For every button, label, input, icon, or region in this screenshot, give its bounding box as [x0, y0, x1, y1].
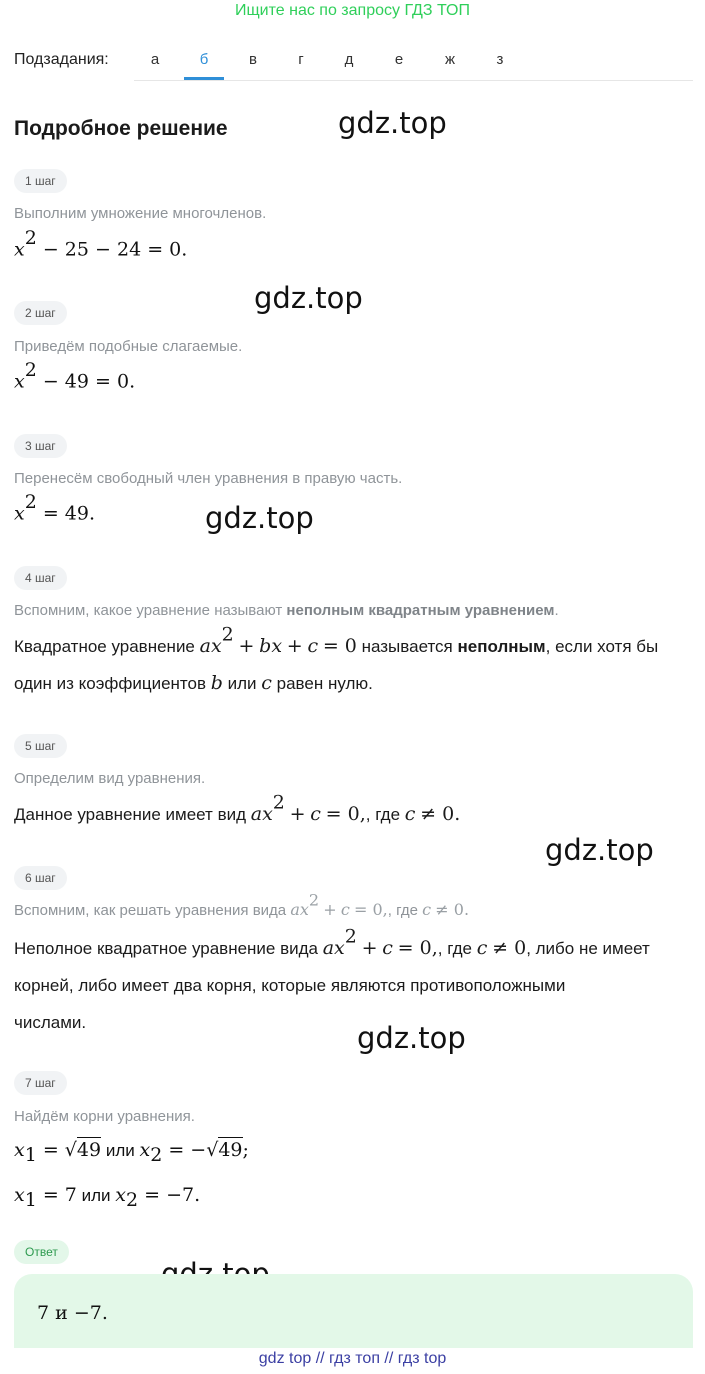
tab-g[interactable]: г — [298, 51, 304, 68]
text: или — [76, 1186, 116, 1205]
tab-z[interactable]: з — [496, 51, 504, 68]
tab-b[interactable]: б — [199, 51, 209, 68]
hint-text: Вспомним, какое уравнение называют — [14, 602, 287, 619]
watermark: gdz.top — [545, 833, 654, 867]
step-hint: Выполним умножение многочленов. — [14, 205, 267, 222]
step-badge: 3 шаг — [14, 434, 67, 458]
step-badge: 7 шаг — [14, 1071, 67, 1095]
tab-v[interactable]: в — [249, 51, 257, 68]
text: , где — [365, 805, 405, 824]
step-badge: 4 шаг — [14, 566, 67, 590]
solution-heading: Подробное решение — [14, 117, 228, 140]
step-hint: Найдём корни уравнения. — [14, 1108, 195, 1125]
text: равен нулю. — [271, 674, 373, 693]
tab-d[interactable]: д — [344, 51, 354, 68]
watermark: gdz.top — [357, 1021, 466, 1055]
text: , либо не имеет — [526, 939, 650, 958]
step-math: $x_1 = 7$ или $x_2 = -7$. — [14, 1184, 201, 1211]
step-badge: 1 шаг — [14, 169, 67, 193]
subtasks-label: Подзадания: — [14, 51, 109, 68]
step-math: $x^2 - 25 - 24 = 0$. — [14, 227, 188, 261]
text: числами. — [14, 1013, 87, 1032]
active-tab-indicator — [184, 77, 224, 80]
step-hint — [14, 602, 559, 619]
text: , где — [437, 939, 477, 958]
step-hint: Определим вид уравнения. — [14, 770, 206, 787]
answer-value: 7 и −7. — [37, 1302, 108, 1324]
footer-links[interactable]: gdz top // гдз топ // гдз top — [0, 1348, 705, 1374]
step-hint: Вспомним, как решать уравнения вида $ax^2 + c = 0$,, где c ≠ 0. — [14, 890, 470, 919]
hint-text: . — [554, 602, 559, 619]
watermark: gdz.top — [205, 501, 314, 535]
answer-box — [14, 1274, 693, 1348]
term-bold: неполным — [457, 637, 546, 656]
step-math: $x^2 - 49 = 0$. — [14, 359, 136, 393]
text: Квадратное уравнение — [14, 637, 200, 656]
text: , если хотя бы — [545, 637, 659, 656]
text: Данное уравнение имеет вид — [14, 805, 251, 824]
text: корней, либо имеет два корня, которые являются противоположными — [14, 976, 566, 995]
hint-text: , где — [387, 902, 423, 919]
hint-term: неполным квадратным уравнением — [286, 602, 555, 619]
text: один из коэффициентов — [14, 674, 211, 693]
step-math: $x^2 = 49$. — [14, 491, 96, 525]
watermark: gdz.top — [338, 106, 447, 140]
step-explanation: Квадратное уравнение $ax^2$ + bx + c = 0 называется неполным, если хотя бы один из коэффициентов b или c равен нулю. — [14, 623, 659, 694]
subtasks-tabs — [134, 40, 693, 81]
step-hint: Приведём подобные слагаемые. — [14, 338, 243, 355]
answer-badge: Ответ — [14, 1240, 69, 1264]
watermark: gdz.top — [254, 281, 363, 315]
text: называется — [356, 637, 458, 656]
tab-a[interactable]: а — [150, 51, 160, 68]
text: Неполное квадратное уравнение вида — [14, 939, 323, 958]
tab-e[interactable]: е — [394, 51, 404, 68]
step-badge: 6 шаг — [14, 866, 67, 890]
tab-zh[interactable]: ж — [444, 51, 456, 68]
step-hint: Перенесём свободный член уравнения в правую часть. — [14, 470, 403, 487]
step-badge: 5 шаг — [14, 734, 67, 758]
step-explanation: Данное уравнение имеет вид $ax^2 + c = 0$,, где c ≠ 0. — [14, 791, 461, 825]
step-badge: 2 шаг — [14, 301, 67, 325]
promo-banner[interactable]: Ищите нас по запросу ГДЗ ТОП — [235, 2, 470, 19]
hint-text: Вспомним, как решать уравнения вида — [14, 902, 291, 919]
text: или — [101, 1141, 140, 1160]
text: или — [222, 674, 262, 693]
step-math: $x_1 = √49$ или $x_2 = -√49$; — [14, 1139, 249, 1166]
step-explanation: Неполное квадратное уравнение вида $ax^2 + c = 0$,, где c ≠ 0, либо не имеет корней, либо имеет два корня, которые являются противоположными числами. — [14, 930, 699, 1041]
